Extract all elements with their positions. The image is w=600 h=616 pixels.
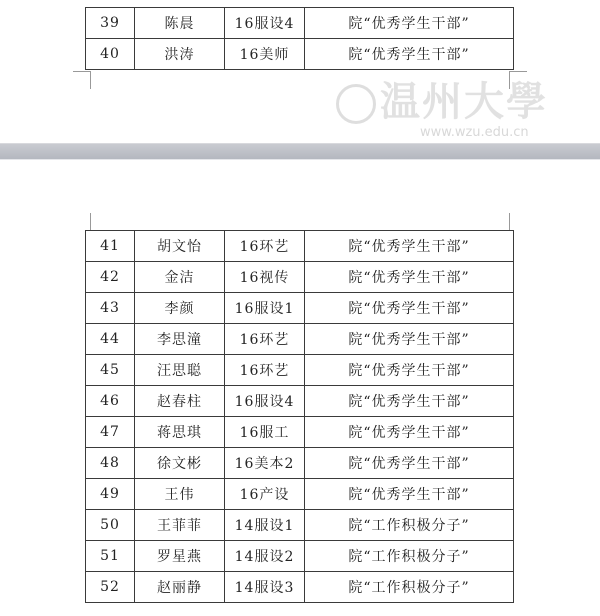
table-row — [86, 8, 514, 39]
award-title: 院“优秀学生干部” — [305, 8, 514, 39]
margin-mark — [90, 71, 91, 89]
award-title: 院“优秀学生干部” — [305, 262, 514, 293]
margin-mark — [509, 213, 510, 230]
class-name: 16服工 — [225, 417, 305, 448]
row-number: 49 — [86, 479, 135, 510]
award-title: 院“优秀学生干部” — [305, 386, 514, 417]
student-name: 汪思聪 — [135, 355, 225, 386]
table-row — [86, 417, 514, 448]
student-name: 洪涛 — [135, 39, 225, 70]
class-name: 16美师 — [225, 39, 305, 70]
table-row — [86, 293, 514, 324]
award-title: 院“优秀学生干部” — [305, 417, 514, 448]
table-row — [86, 231, 514, 262]
student-name: 李颜 — [135, 293, 225, 324]
table-page-1 — [85, 7, 514, 70]
university-logo-watermark — [336, 84, 376, 124]
class-name: 16服设1 — [225, 293, 305, 324]
student-name: 徐文彬 — [135, 448, 225, 479]
student-name: 蒋思琪 — [135, 417, 225, 448]
student-name: 赵春柱 — [135, 386, 225, 417]
row-number: 44 — [86, 324, 135, 355]
class-name: 16环艺 — [225, 324, 305, 355]
row-number: 51 — [86, 541, 135, 572]
award-title: 院“优秀学生干部” — [305, 293, 514, 324]
award-title: 院“优秀学生干部” — [305, 39, 514, 70]
award-title: 院“工作积极分子” — [305, 541, 514, 572]
class-name: 16美本2 — [225, 448, 305, 479]
table-row — [86, 448, 514, 479]
class-name: 16服设4 — [225, 386, 305, 417]
table-row — [86, 510, 514, 541]
class-name: 14服设3 — [225, 572, 305, 603]
class-name: 16环艺 — [225, 231, 305, 262]
table-page-2 — [85, 230, 514, 603]
table-row — [86, 39, 514, 70]
student-name: 胡文怡 — [135, 231, 225, 262]
margin-mark — [90, 213, 91, 230]
row-number: 39 — [86, 8, 135, 39]
student-name: 陈晨 — [135, 8, 225, 39]
page-break-gap — [0, 143, 600, 160]
watermark-text: 温州大學 — [380, 78, 548, 125]
class-name: 16服设4 — [225, 8, 305, 39]
student-name: 王伟 — [135, 479, 225, 510]
table-row — [86, 262, 514, 293]
class-name: 16环艺 — [225, 355, 305, 386]
row-number: 41 — [86, 231, 135, 262]
class-name: 14服设1 — [225, 510, 305, 541]
award-title: 院“工作积极分子” — [305, 572, 514, 603]
row-number: 42 — [86, 262, 135, 293]
table-row — [86, 386, 514, 417]
margin-mark — [73, 71, 90, 72]
table-row — [86, 541, 514, 572]
row-number: 48 — [86, 448, 135, 479]
row-number: 47 — [86, 417, 135, 448]
table-row — [86, 355, 514, 386]
student-name: 罗星燕 — [135, 541, 225, 572]
row-number: 45 — [86, 355, 135, 386]
class-name: 16视传 — [225, 262, 305, 293]
award-title: 院“优秀学生干部” — [305, 448, 514, 479]
table-row — [86, 324, 514, 355]
table-row — [86, 479, 514, 510]
row-number: 40 — [86, 39, 135, 70]
row-number: 43 — [86, 293, 135, 324]
student-name: 李思潼 — [135, 324, 225, 355]
award-title: 院“优秀学生干部” — [305, 355, 514, 386]
award-title: 院“优秀学生干部” — [305, 324, 514, 355]
award-title: 院“优秀学生干部” — [305, 231, 514, 262]
class-name: 16产设 — [225, 479, 305, 510]
student-name: 金洁 — [135, 262, 225, 293]
row-number: 46 — [86, 386, 135, 417]
row-number: 52 — [86, 572, 135, 603]
table-row — [86, 572, 514, 603]
student-name: 王菲菲 — [135, 510, 225, 541]
margin-mark — [509, 71, 527, 72]
row-number: 50 — [86, 510, 135, 541]
award-title: 院“优秀学生干部” — [305, 479, 514, 510]
award-title: 院“工作积极分子” — [305, 510, 514, 541]
class-name: 14服设2 — [225, 541, 305, 572]
student-name: 赵丽静 — [135, 572, 225, 603]
watermark-url: www.wzu.edu.cn — [420, 125, 529, 140]
